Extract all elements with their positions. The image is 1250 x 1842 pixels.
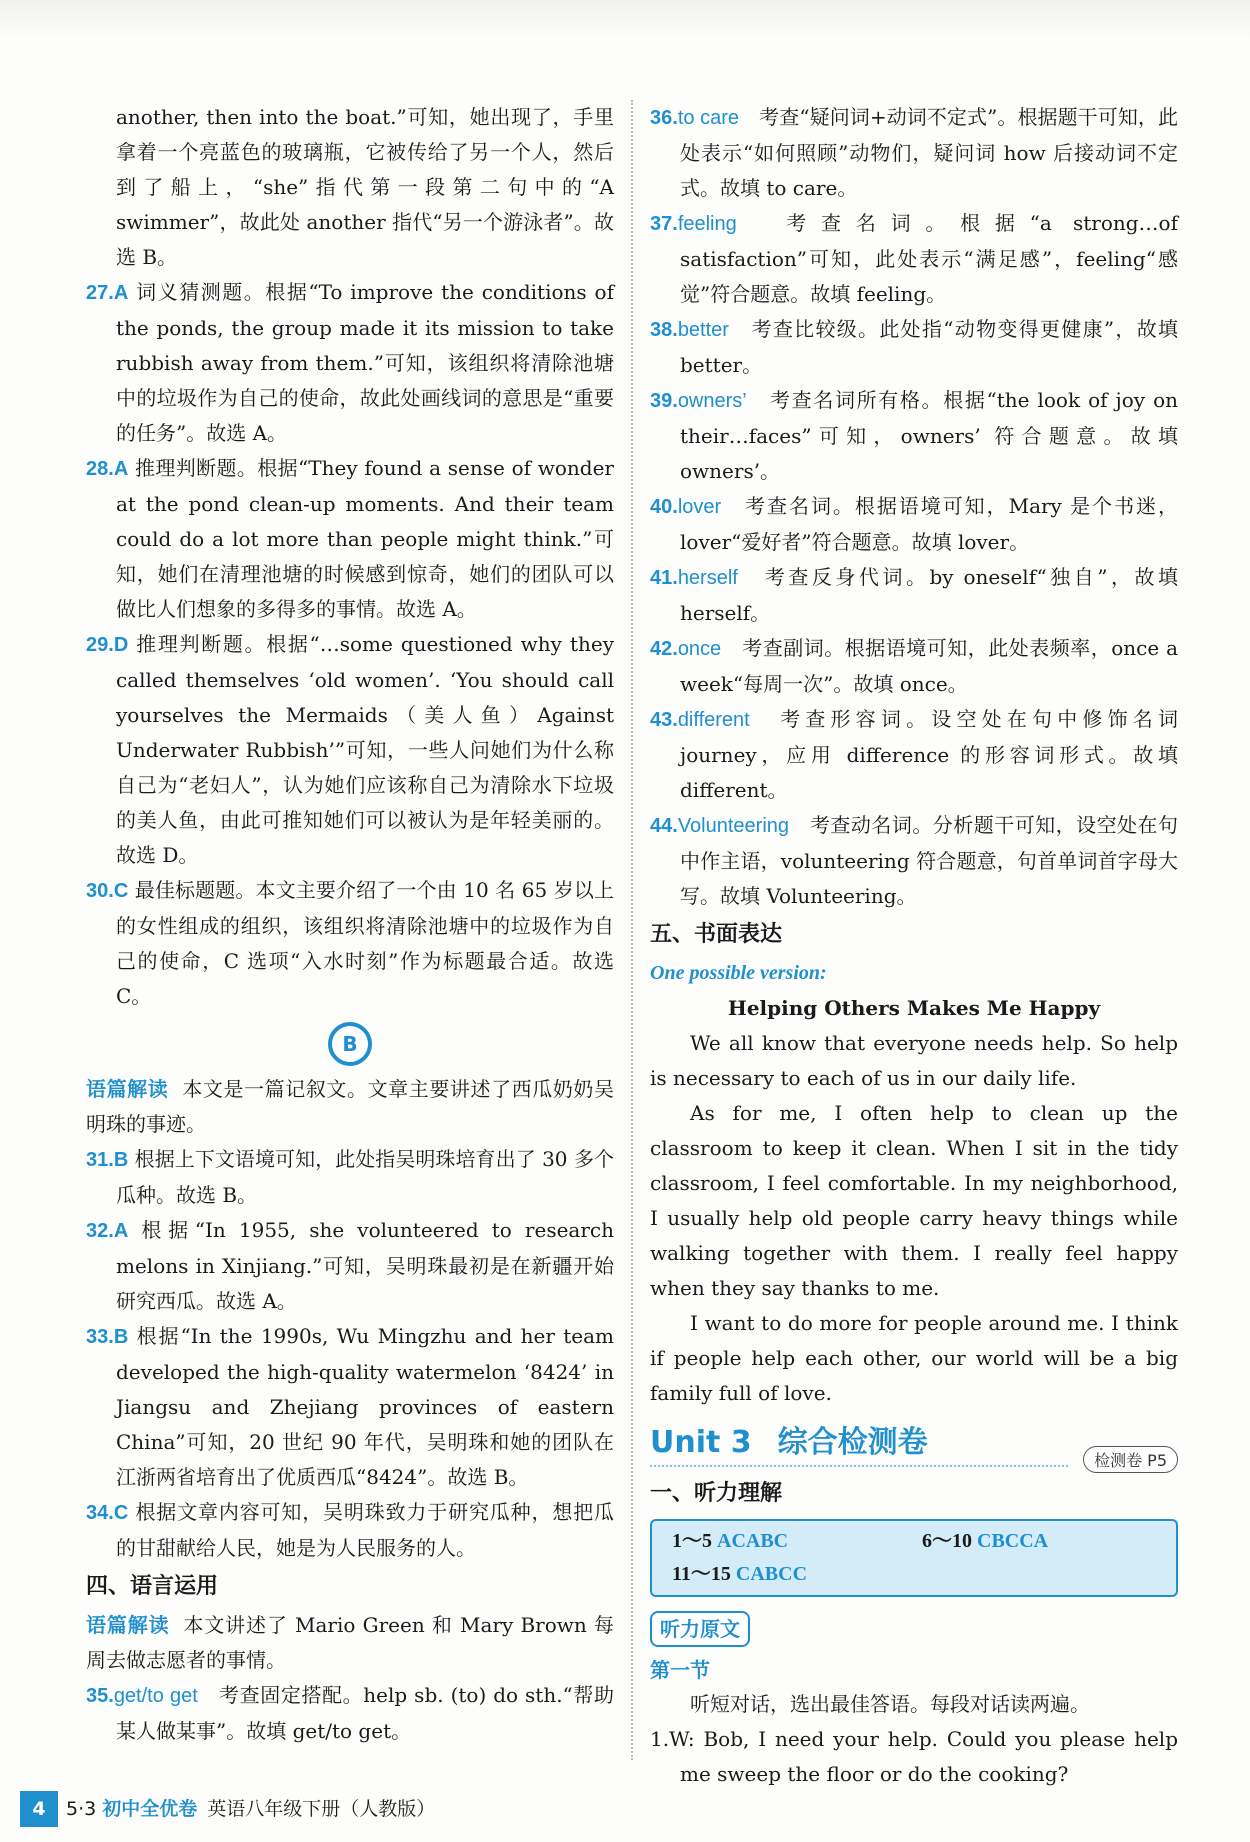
essay-paragraph: I want to do more for people around me. I think if people help each other, our world will be a big family full of love. <box>650 1311 1178 1405</box>
answer-item: 27.A 词义猜测题。根据“To improve the conditions of the ponds, the group made it its mission to take rubbish away from them.”可知，该组织将清除池塘中的垃圾作为自己的使命，故此处画线词的意思是“重要的任务”。故选 A。 <box>86 280 614 445</box>
listening-script-tag: 听力原文 <box>650 1611 750 1647</box>
answer-row: 11～15 CABCC <box>672 1563 808 1585</box>
unit-dotted-rule <box>650 1465 1068 1467</box>
answer-item: 31.B 根据上下文语境可知，此处指吴明珠培育出了 30 多个瓜种。故选 B。 <box>86 1147 614 1207</box>
essay-paragraph: As for me, I often help to clean up the classroom to keep it clean. When I sit in the tidy classroom, I feel comfortable. In my neighborhood, I usually help old people carry heavy things while walking together with them. I really feel happy when they say thanks to me. <box>650 1101 1178 1300</box>
passage-analysis-label: 语篇解读 <box>86 1613 170 1637</box>
answer-item: 32.A 根据“In 1955, she volunteered to research melons in Xinjiang.”可知，吴明珠最初是在新疆开始研究西瓜。故选 A。 <box>86 1218 614 1313</box>
passage-analysis-b: 语篇解读 本文是一篇记叙文。文章主要讲述了西瓜奶奶吴明珠的事迹。 <box>86 1077 615 1136</box>
answer-item: 36.to care 考查“疑问词+动词不定式”。根据题干可知，此处表示“如何照顾”动物们，疑问词 how 后接动词不定式。故填 to care。 <box>650 105 1178 200</box>
answer-item: 41.herself 考查反身代词。by oneself“独自”，故填 herself。 <box>650 565 1178 625</box>
passage-analysis-language-use: 语篇解读 本文讲述了 Mario Green 和 Mary Brown 每周去做志愿者的事情。 <box>86 1613 614 1672</box>
answer-item: 29.D 推理判断题。根据“…some questioned why they called themselves ‘old women’. ‘You should call yourselves the Mermaids（美人鱼）Against Underwater Rubbish’”可知，一些人问她们为什么称自己为“老妇人”，认为她们应该称自己为清除水下垃圾的美人鱼，由此可推知她们可以被认为是年轻美丽的。故选 D。 <box>86 632 614 867</box>
brand-name: 初中全优卷 <box>102 1798 198 1820</box>
section-heading-language-use: 四、语言运用 <box>86 1574 219 1599</box>
passage-b-badge: B <box>328 1022 372 1066</box>
answer-item: 30.C 最佳标题题。本文主要介绍了一个由 10 名 65 岁以上的女性组成的组织，该组织将清除池塘中的垃圾作为自己的使命，C 选项“入水时刻”作为标题最合适。故选 C。 <box>86 878 614 1008</box>
listening-answer-box <box>650 1519 1178 1597</box>
answer-item: 40.lover 考查名词。根据语境可知，Mary 是个书迷，lover“爱好者”符合题意。故填 lover。 <box>650 494 1178 554</box>
dialog-1: 1.W: Bob, I need your help. Could you please help me sweep the floor or do the cooking? <box>650 1727 1178 1786</box>
unit-title: Unit 3 综合检测卷 <box>650 1425 928 1460</box>
unit-header <box>650 1417 1178 1473</box>
possible-version-label: One possible version: <box>650 962 827 984</box>
left-column <box>86 100 614 1749</box>
essay-title: Helping Others Makes Me Happy <box>727 996 1101 1020</box>
answer-item-35: 35.get/to get 考查固定搭配。help sb. (to) do sth.“帮助某人做某事”。故填 get/to get。 <box>86 1683 614 1743</box>
answer-item: 39.owners’ 考查名词所有格。根据“the look of joy on their…faces”可知，owners’ 符合题意。故填 owners’。 <box>650 388 1178 483</box>
right-column <box>650 100 1178 1792</box>
answer-item: 44.Volunteering 考查动名词。分析题干可知，设空处在句中作主语，volunteering 符合题意，句首单词首字母大写。故填 Volunteering。 <box>650 813 1178 908</box>
page-footer <box>20 1791 540 1827</box>
page-top-shadow <box>0 0 1250 40</box>
answer-list-36-44 <box>650 100 1178 914</box>
answer-row: 1～5 ACABC 6～10 CBCCA <box>672 1530 1049 1552</box>
answer-item: 38.better 考查比较级。此处指“动物变得更健康”，故填 better。 <box>650 317 1178 377</box>
part-one-heading: 第一节 <box>650 1658 710 1682</box>
column-divider <box>631 100 633 1760</box>
book-title: 英语八年级下册（人教版） <box>207 1798 436 1820</box>
answer-item: 34.C 根据文章内容可知，吴明珠致力于研究瓜种，想把瓜的甘甜献给人民，她是为人民服务的人。 <box>86 1500 614 1560</box>
test-paper-page-ref: 检测卷 P5 <box>1083 1446 1178 1473</box>
listening-instruction: 听短对话，选出最佳答语。每段对话读两遍。 <box>690 1692 1090 1716</box>
answer-item: 43.different 考查形容词。设空处在句中修饰名词 journey，应用 difference 的形容词形式。故填 different。 <box>650 707 1178 802</box>
answer-item: 42.once 考查副词。根据语境可知，此处表频率，once a week“每周一次”。故填 once。 <box>650 636 1178 696</box>
answer-list-27-30 <box>86 275 614 1014</box>
passage-analysis-label: 语篇解读 <box>86 1077 169 1101</box>
page-number: 4 <box>20 1791 58 1827</box>
section-heading-writing: 五、书面表达 <box>650 922 783 947</box>
essay-paragraph: We all know that everyone needs help. So help is necessary to each of us in our daily life. <box>650 1031 1178 1090</box>
answer-26-continuation: another, then into the boat.”可知，她出现了，手里拿着一个亮蓝色的玻璃瓶，它被传给了另一个人，然后到了船上，“she”指代第一段第二句中的“A swimmer”，故此处 another 指代“另一个游泳者”。故选 B。 <box>116 105 614 269</box>
section-heading-listening: 一、听力理解 <box>650 1481 783 1506</box>
series-mark: 5·3 <box>66 1798 97 1820</box>
answer-item: 28.A 推理判断题。根据“They found a sense of wonder at the pond clean-up moments. And their team could do a lot more than people might think.”可知，她们在清理池塘的时候感到惊奇，她们的团队可以做比人们想象的多得多的事情。故选 A。 <box>86 456 614 621</box>
answer-item: 33.B 根据“In the 1990s, Wu Mingzhu and her team developed the high-quality watermelon ‘8424’ in Jiangsu and Zhejiang provinces of eastern China”可知，20 世纪 90 年代，吴明珠和她的团队在江浙两省培育出了优质西瓜“8424”。故选 B。 <box>86 1324 614 1489</box>
answer-item: 37.feeling 考查名词。根据“a strong…of satisfaction”可知，此处表示“满足感”，feeling“感觉”符合题意。故填 feeling。 <box>650 211 1178 306</box>
answer-list-31-34 <box>86 1142 614 1566</box>
